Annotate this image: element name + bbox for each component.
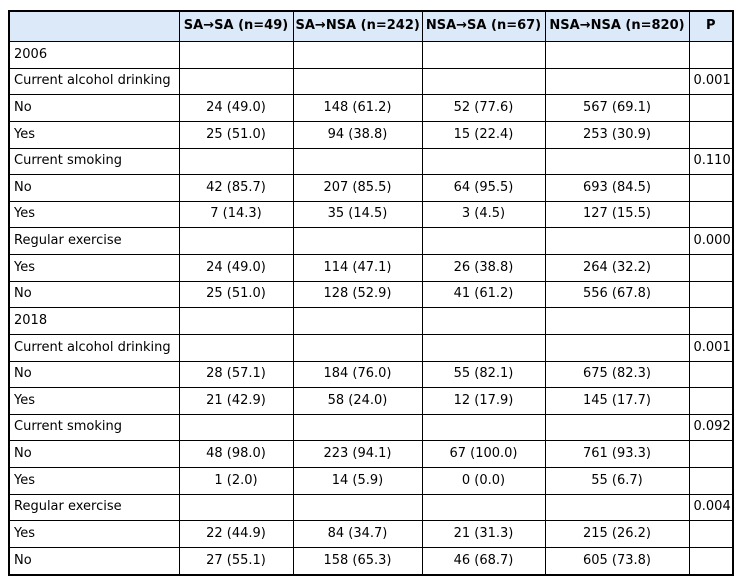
value-cell: 15 (22.4)	[422, 121, 545, 148]
row-label: No	[9, 281, 179, 308]
value-cell	[179, 494, 293, 521]
value-cell: 21 (42.9)	[179, 388, 293, 415]
value-cell	[422, 148, 545, 175]
value-cell: 55 (6.7)	[545, 468, 689, 495]
value-cell: 148 (61.2)	[293, 95, 422, 122]
value-cell	[293, 148, 422, 175]
row-label: Yes	[9, 521, 179, 548]
value-cell	[545, 148, 689, 175]
value-cell: 22 (44.9)	[179, 521, 293, 548]
value-cell	[422, 308, 545, 335]
row-label: Yes	[9, 121, 179, 148]
value-cell: 675 (82.3)	[545, 361, 689, 388]
row-label: No	[9, 441, 179, 468]
p-value-cell	[689, 255, 733, 282]
value-cell: 207 (85.5)	[293, 175, 422, 202]
row-label: Current smoking	[9, 148, 179, 175]
row-label: Yes	[9, 255, 179, 282]
value-cell	[545, 68, 689, 95]
table-row	[9, 521, 733, 548]
value-cell: 114 (47.1)	[293, 255, 422, 282]
value-cell	[422, 334, 545, 361]
value-cell: 28 (57.1)	[179, 361, 293, 388]
table-row	[9, 95, 733, 122]
table-row	[9, 388, 733, 415]
p-value-cell	[689, 95, 733, 122]
table-row	[9, 175, 733, 202]
value-cell: 567 (69.1)	[545, 95, 689, 122]
value-cell: 25 (51.0)	[179, 281, 293, 308]
value-cell	[293, 308, 422, 335]
value-cell	[179, 148, 293, 175]
value-cell: 21 (31.3)	[422, 521, 545, 548]
value-cell: 41 (61.2)	[422, 281, 545, 308]
table-header-row	[9, 11, 733, 42]
value-cell: 556 (67.8)	[545, 281, 689, 308]
value-cell: 223 (94.1)	[293, 441, 422, 468]
value-cell: 24 (49.0)	[179, 255, 293, 282]
table-row	[9, 68, 733, 95]
column-header: NSA→SA (n=67)	[422, 11, 545, 42]
value-cell	[422, 42, 545, 69]
row-label: Yes	[9, 468, 179, 495]
value-cell: 26 (38.8)	[422, 255, 545, 282]
value-cell: 64 (95.5)	[422, 175, 545, 202]
table-row	[9, 308, 733, 335]
value-cell: 215 (26.2)	[545, 521, 689, 548]
value-cell: 184 (76.0)	[293, 361, 422, 388]
value-cell	[179, 68, 293, 95]
value-cell: 264 (32.2)	[545, 255, 689, 282]
table-row	[9, 414, 733, 441]
row-label: Regular exercise	[9, 228, 179, 255]
p-value-cell	[689, 361, 733, 388]
value-cell	[293, 334, 422, 361]
row-label: Current alcohol drinking	[9, 334, 179, 361]
column-header: NSA→NSA (n=820)	[545, 11, 689, 42]
table-row	[9, 121, 733, 148]
value-cell: 693 (84.5)	[545, 175, 689, 202]
value-cell	[179, 228, 293, 255]
p-value-cell	[689, 441, 733, 468]
value-cell: 14 (5.9)	[293, 468, 422, 495]
row-label: No	[9, 175, 179, 202]
p-value-cell	[689, 175, 733, 202]
value-cell	[293, 414, 422, 441]
p-value-cell	[689, 468, 733, 495]
value-cell: 94 (38.8)	[293, 121, 422, 148]
column-header: SA→NSA (n=242)	[293, 11, 422, 42]
row-label: 2006	[9, 42, 179, 69]
row-label: No	[9, 361, 179, 388]
value-cell: 27 (55.1)	[179, 547, 293, 575]
value-cell: 52 (77.6)	[422, 95, 545, 122]
table-row	[9, 441, 733, 468]
value-cell: 46 (68.7)	[422, 547, 545, 575]
table-row	[9, 201, 733, 228]
value-cell: 12 (17.9)	[422, 388, 545, 415]
value-cell: 127 (15.5)	[545, 201, 689, 228]
column-header: SA→SA (n=49)	[179, 11, 293, 42]
row-label: Current alcohol drinking	[9, 68, 179, 95]
value-cell	[422, 494, 545, 521]
row-label: No	[9, 547, 179, 575]
value-cell: 3 (4.5)	[422, 201, 545, 228]
value-cell: 84 (34.7)	[293, 521, 422, 548]
value-cell: 0 (0.0)	[422, 468, 545, 495]
value-cell	[422, 68, 545, 95]
row-label: Regular exercise	[9, 494, 179, 521]
value-cell	[545, 42, 689, 69]
value-cell	[293, 42, 422, 69]
p-value-cell: 0.092	[689, 414, 733, 441]
p-value-cell	[689, 42, 733, 69]
p-value-cell: 0.110	[689, 148, 733, 175]
value-cell: 55 (82.1)	[422, 361, 545, 388]
value-cell: 67 (100.0)	[422, 441, 545, 468]
table-row	[9, 281, 733, 308]
value-cell	[293, 494, 422, 521]
value-cell: 761 (93.3)	[545, 441, 689, 468]
value-cell	[422, 228, 545, 255]
p-value-cell	[689, 281, 733, 308]
value-cell	[179, 414, 293, 441]
p-value-cell	[689, 201, 733, 228]
p-value-cell	[689, 121, 733, 148]
value-cell: 605 (73.8)	[545, 547, 689, 575]
p-value-cell: 0.001	[689, 334, 733, 361]
p-value-cell: 0.001	[689, 68, 733, 95]
table-row	[9, 228, 733, 255]
value-cell: 1 (2.0)	[179, 468, 293, 495]
column-header: P	[689, 11, 733, 42]
value-cell: 35 (14.5)	[293, 201, 422, 228]
p-value-cell: 0.004	[689, 494, 733, 521]
row-label: Yes	[9, 388, 179, 415]
p-value-cell	[689, 308, 733, 335]
value-cell: 48 (98.0)	[179, 441, 293, 468]
value-cell	[422, 414, 545, 441]
value-cell: 24 (49.0)	[179, 95, 293, 122]
value-cell: 58 (24.0)	[293, 388, 422, 415]
value-cell	[293, 68, 422, 95]
value-cell	[179, 334, 293, 361]
corner-header-cell	[9, 11, 179, 42]
table-row	[9, 42, 733, 69]
table-body	[9, 42, 733, 576]
row-label: No	[9, 95, 179, 122]
value-cell	[545, 228, 689, 255]
value-cell: 253 (30.9)	[545, 121, 689, 148]
p-value-cell	[689, 521, 733, 548]
table-row	[9, 334, 733, 361]
table-row	[9, 547, 733, 575]
p-value-cell	[689, 388, 733, 415]
p-value-cell	[689, 547, 733, 575]
value-cell: 158 (65.3)	[293, 547, 422, 575]
value-cell	[545, 494, 689, 521]
value-cell	[293, 228, 422, 255]
value-cell: 128 (52.9)	[293, 281, 422, 308]
table-row	[9, 148, 733, 175]
row-label: Yes	[9, 201, 179, 228]
table-row	[9, 255, 733, 282]
value-cell	[545, 308, 689, 335]
value-cell	[545, 414, 689, 441]
value-cell: 7 (14.3)	[179, 201, 293, 228]
value-cell	[179, 42, 293, 69]
value-cell	[179, 308, 293, 335]
value-cell: 25 (51.0)	[179, 121, 293, 148]
value-cell: 145 (17.7)	[545, 388, 689, 415]
table-row	[9, 468, 733, 495]
p-value-cell: 0.000	[689, 228, 733, 255]
row-label: Current smoking	[9, 414, 179, 441]
table-row	[9, 361, 733, 388]
value-cell	[545, 334, 689, 361]
statistics-table	[8, 10, 734, 576]
table-row	[9, 494, 733, 521]
row-label: 2018	[9, 308, 179, 335]
value-cell: 42 (85.7)	[179, 175, 293, 202]
